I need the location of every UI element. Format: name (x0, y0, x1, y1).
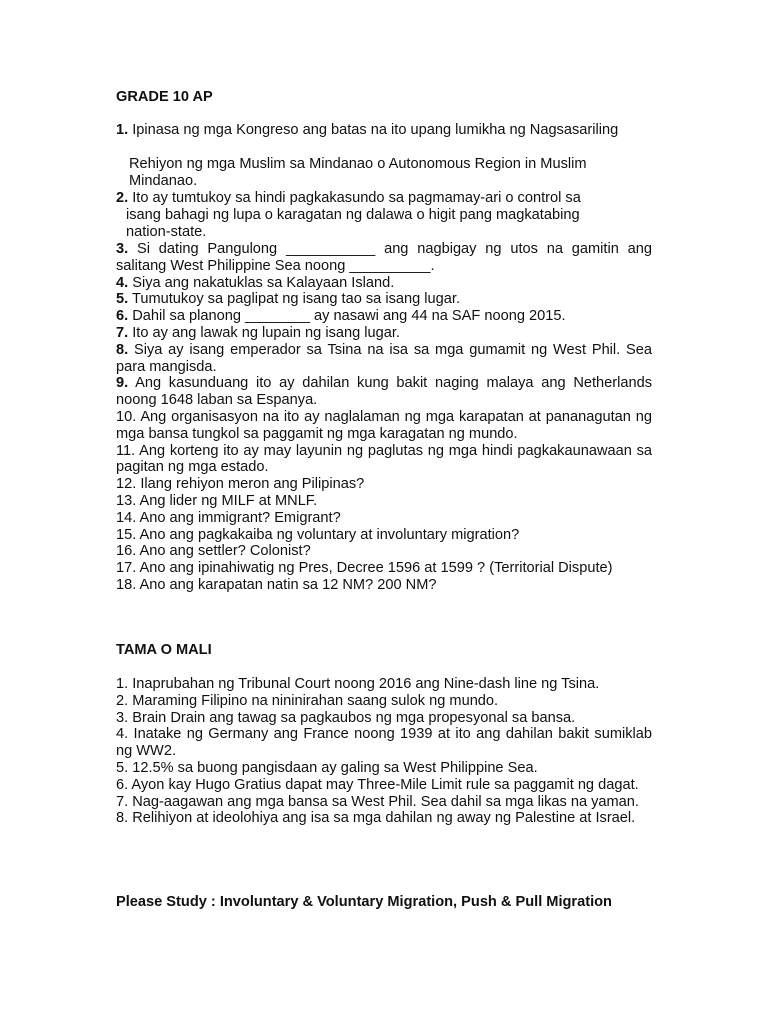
question-1 (116, 122, 652, 139)
question-12: 12. Ilang rehiyon meron ang Pilipinas? (116, 476, 365, 493)
question-3 (116, 241, 652, 275)
question-number: 1. (116, 122, 129, 138)
question-number: 9. (116, 375, 129, 392)
question-text: Si dating Pangulong ___________ ang nagbigay ng utos na gamitin ang salitang West Philippine Sea noong __________. (116, 241, 652, 274)
question-number: 2. (116, 190, 129, 206)
question-text: Ito ay tumtukoy sa hindi pagkakasundo sa pagmamay-ari o control sa (132, 190, 581, 206)
question-number: 5. (116, 291, 129, 308)
question-2-line-2: isang bahagi ng lupa o karagatan ng dalawa o higit pang magkatabing (126, 207, 580, 223)
question-number: 3. (116, 241, 129, 257)
question-11: 11. Ang korteng ito ay may layunin ng paglutas ng mga hindi pagkakaunawaan sa pagitan ng mga estado. (116, 442, 652, 476)
document-title: GRADE 10 AP (116, 89, 213, 105)
question-number: 7. (116, 324, 129, 341)
question-text: Tumutukoy sa paglipat ng isang tao sa isang lugar. (131, 291, 460, 308)
question-8 (116, 342, 652, 376)
question-9 (116, 375, 652, 409)
question-2 (116, 190, 652, 207)
question-7 (116, 325, 652, 342)
tama-mali-item-7: 7. Nag-aagawan ang mga bansa sa West Phil. Sea dahil sa mga likas na yaman. (116, 793, 639, 810)
question-15: 15. Ano ang pagkakaiba ng voluntary at involuntary migration? (116, 526, 520, 543)
tama-mali-item-2: 2. Maraming Filipino na nininirahan saang sulok ng mundo. (116, 692, 499, 709)
tama-mali-item-1: 1. Inaprubahan ng Tribunal Court noong 2016 ang Nine-dash line ng Tsina. (116, 676, 600, 692)
study-note: Please Study : Involuntary & Voluntary Migration, Push & Pull Migration (116, 894, 612, 910)
question-text: Ito ay ang lawak ng lupain ng isang lugar. (132, 324, 400, 341)
question-2-line-3: nation-state. (126, 224, 207, 240)
question-text: Ang kasunduang ito ay dahilan kung bakit naging malaya ang Netherlands noong 1648 laban sa Espanya. (116, 375, 653, 409)
question-number: 6. (116, 308, 129, 325)
question-10: 10. Ang organisasyon na ito ay naglalaman ng mga karapatan at pananagutan ng mga bansa tungkol sa paggamit ng mga karagatan ng mundo. (116, 408, 652, 442)
question-5 (116, 291, 652, 308)
question-6 (116, 308, 652, 325)
tama-mali-item-4: 4. Inatake ng Germany ang France noong 1939 at ito ang dahilan bakit sumiklab ng WW2. (116, 726, 652, 760)
question-18: 18. Ano ang karapatan natin sa 12 NM? 200 NM? (116, 576, 437, 593)
question-list (116, 241, 652, 594)
question-1-line-3: Mindanao. (129, 173, 198, 189)
question-number: 4. (116, 274, 129, 291)
question-16: 16. Ano ang settler? Colonist? (116, 543, 311, 560)
tama-o-mali-list (116, 676, 652, 827)
question-number: 8. (116, 341, 129, 358)
section-title-tama-o-mali: TAMA O MALI (116, 642, 212, 658)
question-14: 14. Ano ang immigrant? Emigrant? (116, 509, 341, 526)
question-1-line-2: Rehiyon ng mga Muslim sa Mindanao o Autonomous Region in Muslim (129, 156, 587, 172)
question-4 (116, 275, 652, 292)
question-text: Siya ay isang emperador sa Tsina na isa sa mga gumamit ng West Phil. Sea para mangisda. (116, 341, 652, 375)
question-13: 13. Ang lider ng MILF at MNLF. (116, 492, 318, 509)
question-text: Dahil sa planong ________ ay nasawi ang 44 na SAF noong 2015. (132, 308, 566, 325)
question-text: Ipinasa ng mga Kongreso ang batas na ito upang lumikha ng Nagsasariling (132, 122, 619, 138)
tama-mali-item-6: 6. Ayon kay Hugo Gratius dapat may Three-Mile Limit rule sa paggamit ng dagat. (116, 776, 639, 793)
tama-mali-item-3: 3. Brain Drain ang tawag sa pagkaubos ng mga propesyonal sa bansa. (116, 709, 576, 726)
tama-mali-item-5: 5. 12.5% sa buong pangisdaan ay galing sa West Philippine Sea. (116, 759, 538, 776)
question-17: 17. Ano ang ipinahiwatig ng Pres, Decree 1596 at 1599 ? (Territorial Dispute) (116, 560, 613, 577)
tama-mali-item-8: 8. Relihiyon at ideolohiya ang isa sa mga dahilan ng away ng Palestine at Israel. (116, 810, 636, 827)
question-text: Siya ang nakatuklas sa Kalayaan Island. (132, 274, 395, 291)
